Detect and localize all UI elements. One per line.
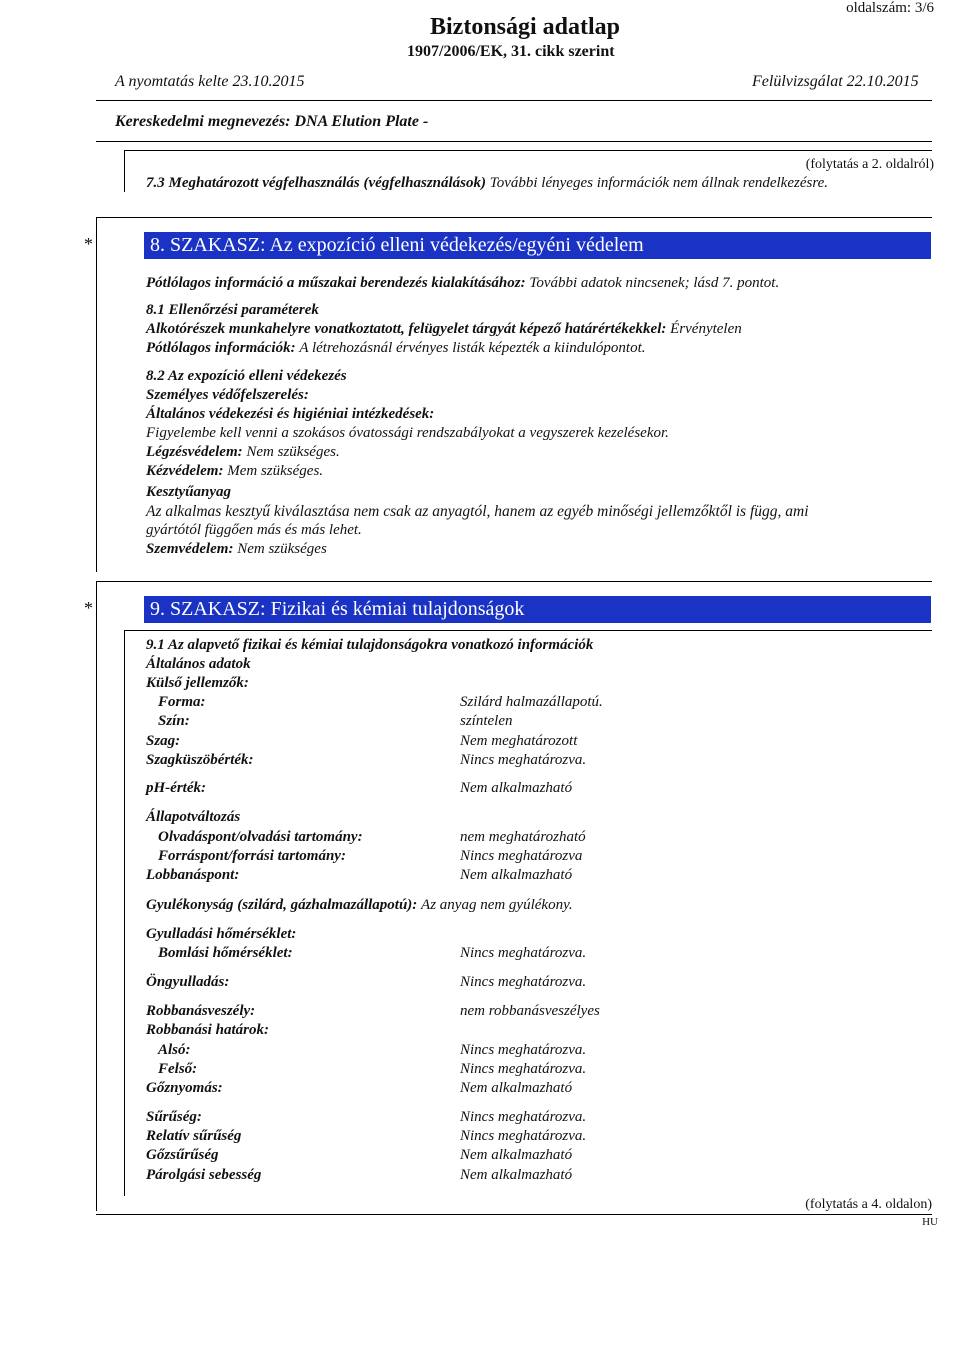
page-number: oldalszám: 3/6 [846,0,934,16]
section-8-heading: 8. SZAKASZ: Az expozíció elleni védekezés/egyéni védelem [144,232,931,259]
property-value: Nincs meghatározva. [460,1061,587,1077]
property-label: Robbanási határok: [146,1022,269,1038]
property-label: pH-érték: [146,780,206,796]
document-title: Biztonsági adatlap [430,14,621,40]
continued-to: (folytatás a 4. oldalon) [805,1197,932,1212]
components-text: Érvénytelen [670,321,742,337]
section-8-2-title: 8.2 Az expozíció elleni védekezés [146,368,347,384]
section-9-1-left-border [124,630,125,1196]
appearance-label: Külső jellemzők: [146,675,249,691]
box-top-border [124,150,932,151]
property-label: Gyulladási hőmérséklet: [146,926,297,942]
property-value: Nincs meghatározva. [460,974,587,990]
info-label: Pótlólagos információk: [146,340,296,356]
property-value: nem meghatározható [460,829,586,845]
respiratory-label: Légzésvédelem: [146,444,243,460]
language-code: HU [922,1216,938,1228]
property-label: Forráspont/forrási tartomány: [158,848,346,864]
property-label: Szag: [146,733,181,749]
property-value: nem robbanásveszélyes [460,1003,600,1019]
property-label: Gőzsűrűség [146,1147,219,1163]
property-label: Lobbanáspont: [146,867,240,883]
section-8-addl-info [146,275,779,292]
respiratory-protection [146,444,340,461]
print-date: A nyomtatás kelte 23.10.2015 [115,73,305,90]
property-value: színtelen [460,713,513,729]
property-label: Felső: [158,1061,198,1077]
footer-rule [96,1214,932,1215]
section-7-3 [146,175,828,192]
property-label: Szín: [158,713,190,729]
property-value: Nem alkalmazható [460,780,573,796]
gloves-label: Kesztyűanyag [146,484,232,500]
section-7-3-label: 7.3 Meghatározott végfelhasználás (végfelhasználások) [146,175,487,191]
property-label: Állapotváltozás [146,809,241,825]
property-value: Az anyag nem gyúlékony. [421,897,573,913]
section-8-1-components [146,321,742,338]
regulation-reference: 1907/2006/EK, 31. cikk szerint [407,43,615,60]
gloves-text-1: Az alkalmas kesztyű kiválasztása nem csak az anyagtól, hanem az egyéb minőségi jellemzőktől is függ, ami [146,503,809,520]
property-value: Nem alkalmazható [460,867,573,883]
hand-text: Mem szükséges. [227,463,324,479]
respiratory-text: Nem szükséges. [246,444,340,460]
section-7-3-text: További lényeges információk nem állnak rendelkezésre. [489,175,829,191]
property-label: Forma: [158,694,206,710]
property-label: Alsó: [158,1042,191,1058]
section-8-changed-marker: * [84,234,93,254]
property-label: Sűrűség: [146,1109,202,1125]
trade-name: Kereskedelmi megnevezés: DNA Elution Plate - [115,113,429,130]
hand-protection [146,463,323,480]
general-measures-label: Általános védekezési és higiéniai intézkedések: [146,406,435,422]
property-value: Nem alkalmazható [460,1080,573,1096]
section-8-rule [96,217,932,218]
addl-info-text: További adatok nincsenek; lásd 7. pontot. [529,275,780,291]
property-value: Nem meghatározott [460,733,578,749]
section-9-heading: 9. SZAKASZ: Fizikai és kémiai tulajdonságok [144,596,931,623]
property-value: Nincs meghatározva. [460,752,587,768]
property-label: Öngyulladás: [146,974,230,990]
property-value: Szilárd halmazállapotú. [460,694,603,710]
property-label: Olvadáspont/olvadási tartomány: [158,829,363,845]
eye-label: Szemvédelem: [146,541,234,557]
section-9-1-title: 9.1 Az alapvető fizikai és kémiai tulajdonságokra vonatkozó információk [146,637,594,653]
continued-from: (folytatás a 2. oldalról) [805,157,934,172]
property-label: Szagküszöbérték: [146,752,254,768]
property-value: Nincs meghatározva [460,848,583,864]
revision-date: Felülvizsgálat 22.10.2015 [752,73,919,90]
components-label: Alkotórészek munkahelyre vonatkoztatott, felügyelet tárgyát képező határértékekkel: [146,321,667,337]
addl-info-label: Pótlólagos információ a műszakai berendezés kialakításához: [146,275,526,291]
property-label: Relatív sűrűség [146,1128,242,1144]
property-value: Nincs meghatározva. [460,1128,587,1144]
header-rule-top [96,100,932,101]
general-data-label: Általános adatok [146,656,251,672]
property-value: Nem alkalmazható [460,1147,573,1163]
property-value: Nincs meghatározva. [460,945,587,961]
property-value: Nincs meghatározva. [460,1042,587,1058]
box-left-border [124,150,125,192]
section-9-left-border [96,581,97,1211]
general-measures-text: Figyelembe kell venni a szokásos óvatossági rendszabályokat a vegyszerek kezelésekor. [146,425,669,441]
property-label: Robbanásveszély: [146,1003,256,1019]
property-label: Bomlási hőmérséklet: [158,945,293,961]
section-9-1-top-border [124,630,932,631]
hand-label: Kézvédelem: [146,463,224,479]
property-label: Gőznyomás: [146,1080,223,1096]
section-8-1-title: 8.1 Ellenőrzési paraméterek [146,302,319,318]
section-8-left-border [96,217,97,572]
gloves-text-2: gyártótól függően más és más lehet. [146,522,362,538]
eye-text: Nem szükséges [237,541,327,557]
eye-protection [146,541,327,558]
section-8-1-info [146,340,646,357]
section-9-changed-marker: * [84,598,93,618]
section-9-rule [96,581,932,582]
header-rule-bottom [96,141,932,142]
flammability-row [146,897,573,914]
property-label: Gyulékonyság (szilárd, gázhalmazállapotú): [146,897,418,913]
property-value: Nincs meghatározva. [460,1109,587,1125]
ppe-label: Személyes védőfelszerelés: [146,387,309,403]
info-text: A létrehozásnál érvényes listák képezték a kiindulópontot. [299,340,646,356]
property-label: Párolgási sebesség [146,1167,262,1183]
property-value: Nem alkalmazható [460,1167,573,1183]
